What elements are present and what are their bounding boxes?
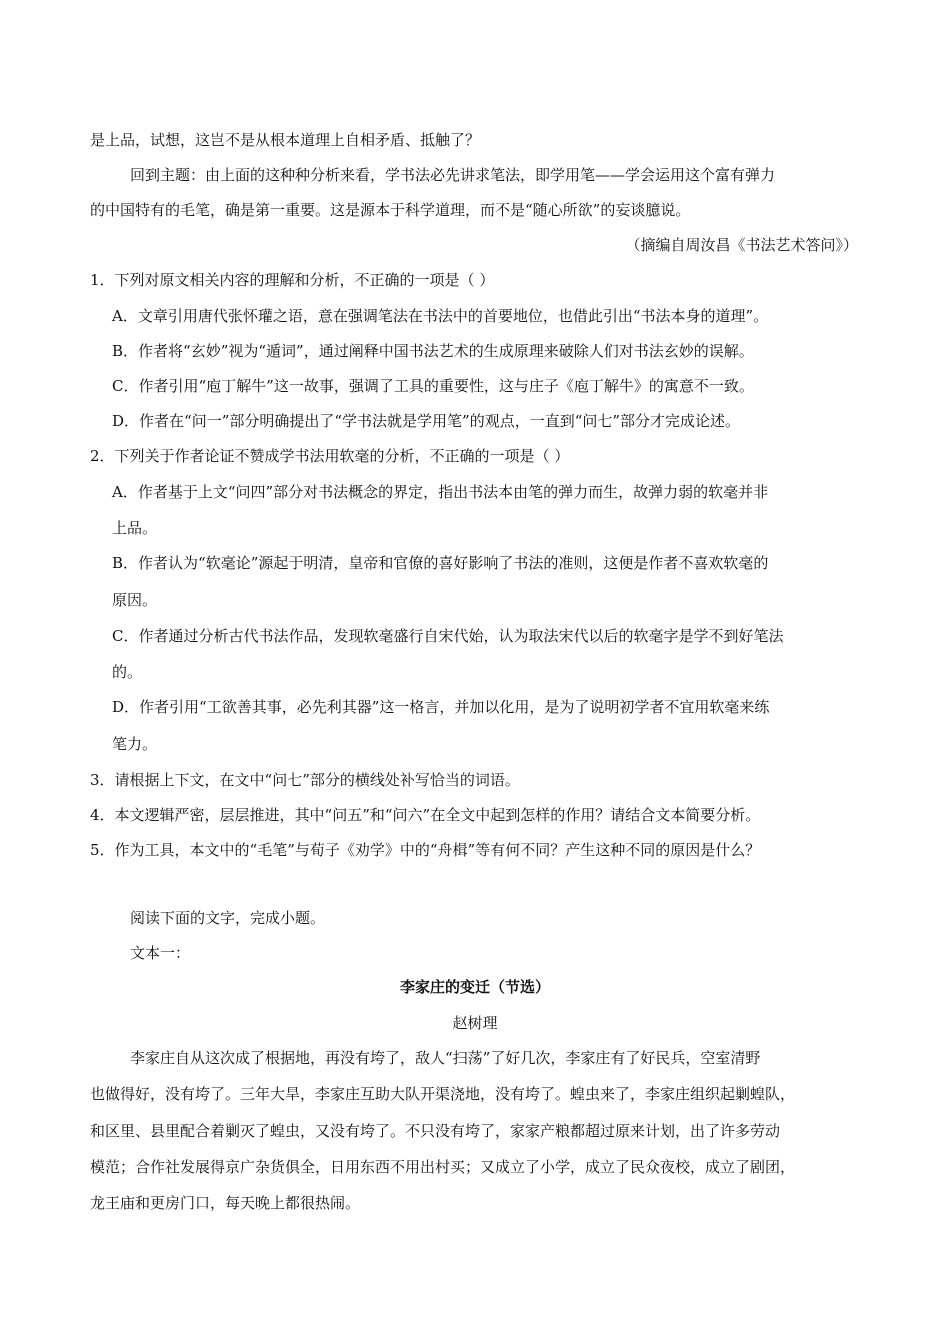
question-2-option-c: C．作者通过分析古代书法作品，发现软毫盛行自宋代始，认为取法宋代以后的软毫字是学不到好笔法 — [112, 627, 784, 645]
question-2-option-a: A．作者基于上文“问四”部分对书法概念的界定，指出书法本由笔的弹力而生，故弹力弱的软毫并非 — [112, 483, 769, 501]
question-1-option-b: B．作者将“玄妙”视为“遁词”，通过阐释中国书法艺术的生成原理来破除人们对书法玄妙的误解。 — [112, 342, 754, 360]
text-one-label: 文本一： — [130, 944, 191, 962]
question-1-option-a: A．文章引用唐代张怀瓘之语，意在强调笔法在书法中的首要地位，也借此引出“书法本身的道理”。 — [112, 307, 769, 325]
question-3: 3．请根据上下文，在文中“问七”部分的横线处补写恰当的词语。 — [90, 771, 520, 789]
question-1-option-d: D．作者在“问一”部分明确提出了“学书法就是学用笔”的观点，一直到“问七”部分才完成论述。 — [112, 412, 741, 430]
question-2-option-b: B．作者认为“软毫论”源起于明清，皇帝和官僚的喜好影响了书法的准则，这便是作者不喜欢软毫的 — [112, 554, 769, 572]
question-4: 4．本文逻辑严密，层层推进，其中“问五”和“问六”在全文中起到怎样的作用？请结合文本简要分析。 — [90, 806, 761, 824]
question-2-option-c-cont: 的。 — [112, 663, 143, 681]
excerpt-line-4: 模范；合作社发展得京广杂货俱全，日用东西不用出村买；又成立了小学，成立了民众夜校，成立了剧团， — [90, 1158, 796, 1176]
question-2-option-d: D．作者引用“工欲善其事，必先利其器”这一格言，并加以化用，是为了说明初学者不宜用软毫来练 — [112, 698, 770, 716]
passage-line-1: 是上品，试想，这岂不是从根本道理上自相矛盾、抵触了？ — [90, 131, 481, 149]
question-2-option-b-cont: 原因。 — [112, 591, 158, 609]
excerpt-author: 赵树理 — [452, 1014, 498, 1032]
passage-line-2: 回到主题：由上面的这种种分析来看，学书法必先讲求笔法，即学用笔——学会运用这个富有弹力 — [130, 166, 776, 184]
excerpt-line-1: 李家庄自从这次成了根据地，再没有垮了，敌人“扫荡”了好几次，李家庄有了好民兵，空室清野 — [130, 1049, 761, 1067]
passage-line-3: 的中国特有的毛笔，确是第一重要。这是源本于科学道理，而不是“随心所欲”的妄谈臆说。 — [90, 201, 691, 219]
question-1-stem: 1．下列对原文相关内容的理解和分析，不正确的一项是（ ） — [90, 271, 495, 289]
passage-source: （摘编自周汝昌《书法艺术答问》） — [625, 236, 858, 254]
excerpt-line-2: 也做得好，没有垮了。三年大旱，李家庄互助大队开渠浇地，没有垮了。蝗虫来了，李家庄组织起剿蝗队， — [90, 1085, 796, 1103]
excerpt-line-5: 龙王庙和更房门口，每天晚上都很热闹。 — [90, 1194, 361, 1212]
question-5: 5．作为工具，本文中的“毛笔”与荀子《劝学》中的“舟楫”等有何不同？产生这种不同的原因是什么？ — [90, 841, 761, 859]
excerpt-line-3: 和区里、县里配合着剿灭了蝗虫，又没有垮了。不只没有垮了，家家产粮都超过原来计划，出了许多劳动 — [90, 1122, 781, 1140]
excerpt-title: 李家庄的变迁（节选） — [399, 978, 550, 996]
question-1-option-c: C．作者引用“庖丁解牛”这一故事，强调了工具的重要性，这与庄子《庖丁解牛》的寓意不一致。 — [112, 377, 754, 395]
question-2-stem: 2．下列关于作者论证不赞成学书法用软毫的分析，不正确的一项是（ ） — [90, 447, 570, 465]
question-2-option-a-cont: 上品。 — [112, 519, 158, 537]
question-2-option-d-cont: 笔力。 — [112, 735, 158, 753]
reading-instruction: 阅读下面的文字，完成小题。 — [130, 909, 326, 927]
